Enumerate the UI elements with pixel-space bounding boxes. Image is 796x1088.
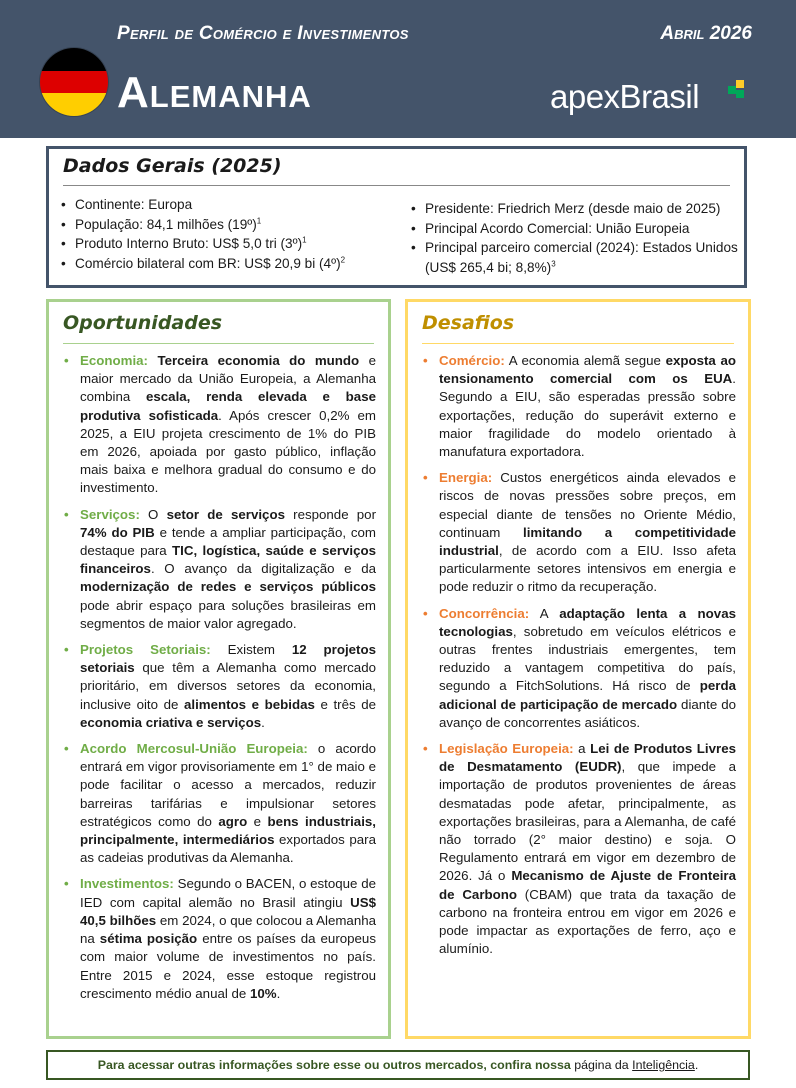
opportunities-item [61,875,376,1002]
opportunities-item-label: Acordo Mercosul-União Europeia: [80,741,308,757]
general-data-item [61,254,411,274]
opportunities-list [61,352,376,1011]
opportunities-item-text: agro [218,813,248,829]
general-data-text: Continente: Europa [75,197,193,212]
general-data-item [411,238,741,277]
opportunities-item-text: pode abrir espaço para soluções brasileiras em segmentos de maior valor agregado. [80,597,376,631]
challenges-item-label: Energia: [439,470,493,486]
general-data-list-left [61,195,411,273]
opportunities-item-text: modernização de redes e serviços públicos [80,579,376,595]
challenges-item-text: Custos energéticos ainda elevados e riscos de novas pressões sobre preços, em especial diante de tensões no Oriente Médio, continuam [439,470,736,540]
challenges-item-label: Concorrência: [439,605,530,621]
opportunities-item-text: bens industriais, principalmente, intermediários [80,813,376,848]
divider [422,343,734,344]
divider [63,343,374,344]
bullet-icon: • [423,741,428,757]
opportunities-panel [46,299,391,1039]
challenges-title: Desafios [422,312,515,334]
opportunities-item-label: Investimentos: [80,876,174,892]
opportunities-item-text: e [247,813,268,829]
opportunities-item-text: . Após crescer 0,2% em 2025, a EIU projeta crescimento de 1% do PIB em 2026, apoiada por gasto público, inflação mais baixa e melhora gradual do consumo e do investimento. [80,407,376,496]
opportunities-item-text: em 2024, o que colocou a Alemanha na [80,912,376,947]
opportunities-item-text: US$ 40,5 bilhões [80,894,376,928]
divider [63,185,730,186]
challenges-item-text: A [529,605,560,621]
challenges-item [420,352,736,461]
general-data-text: Presidente: Friedrich Merz (desde maio de 2025) [425,201,721,216]
inteligencia-link[interactable]: Inteligência [632,1058,695,1072]
general-data-text: Comércio bilateral com BR: US$ 20,9 bi (4º) [75,255,341,271]
opportunities-item-text: entre os países da europeus com maior volume de investimentos no país. Entre 2015 e 2024, esse estoque registrou crescimento médio anual de [80,931,376,1001]
opportunities-item [61,740,376,867]
bullet-icon: • [64,642,69,658]
bullet-icon: • [423,470,428,486]
challenges-item-text: Lei de Produtos Livres de Desmatamento (EUDR) [439,741,736,775]
footnote-marker: 1 [256,215,262,225]
general-data-text: Principal Acordo Comercial: União Europeia [425,220,690,236]
opportunities-item-text: . [261,714,265,730]
challenges-item-text: perda adicional de participação de mercado [439,678,736,712]
general-data-item [411,199,741,219]
footer-end: . [694,1058,699,1072]
opportunities-item-text: escala, renda elevada e base produtiva sofisticada [80,389,376,423]
footer-text: Para acessar outras informações sobre esse ou outros mercados, confira nossa [97,1058,571,1072]
opportunities-item-text: O [139,506,167,522]
germany-flag-icon [40,48,108,116]
challenges-item-text: , de acordo com a EIU. Isso afeta particularmente setores intensivos em energia e pode reduzir o ritmo da recuperação. [439,543,736,595]
apexbrasil-logo: apexBrasil [550,78,700,115]
challenges-item-label: Comércio: [439,353,505,368]
general-data-text: População: 84,1 milhões (19º) [75,216,257,232]
challenges-item-text: diante do avanço de concorrentes asiáticos. [439,696,736,730]
opportunities-item-text: exportados para as cadeias produtivas da Alemanha. [80,832,376,866]
footer-banner [46,1050,750,1080]
challenges-item-text: (CBAM) que trata da taxação de carbono na fronteira entrou em vigor em 2026 e pode impactar as exportações de ferro, aço e alumínio. [439,886,736,957]
country-title: Alemanha [117,68,312,117]
footnote-marker: 2 [340,254,346,264]
footer-text-plain: página da [570,1058,633,1072]
challenges-item-text: Mecanismo de Ajuste de Fronteira de Carbono [439,868,736,902]
header-banner [0,0,796,138]
challenges-list [420,352,736,967]
opportunities-item-text: e maior mercado da União Europeia, a Alemanha combina [80,353,376,405]
opportunities-item-text: TIC, logística, saúde e serviços financeiros [80,543,376,577]
challenges-panel [405,299,751,1039]
challenges-item-text: limitando a competitividade industrial [439,524,737,559]
general-data-item [61,234,411,254]
opportunities-item-text: setor de serviços [166,506,285,522]
opportunities-item [61,352,376,498]
challenges-item [420,469,736,596]
opportunities-item-text: responde por [284,506,377,522]
opportunities-item-text: Existem [210,642,292,658]
opportunities-item-text: sétima posição [99,931,198,947]
bullet-icon: • [64,741,69,757]
general-data-item [61,215,411,235]
general-data-title: Dados Gerais (2025) [63,155,282,177]
bullet-icon: • [64,506,69,522]
general-data-item [61,195,411,215]
challenges-item-text: , que impede a importação de produtos provenientes de áreas desmatadas pode afetar, principalmente, as exportações brasileiras, para a Alemanha, de café não torrado (2° maior destino) e soja. O Regulamento entrará em vigor em dezembro de 2026. Já o [439,759,737,884]
general-data-text: Produto Interno Bruto: US$ 5,0 tri (3º) [75,236,303,251]
opportunities-item-label: Economia: [80,353,148,368]
challenges-item [420,605,736,732]
challenges-item-label: Legislação Europeia: [439,741,574,757]
challenges-item-text: a [573,741,591,757]
challenges-item-text: adaptação lenta a novas tecnologias [439,605,736,639]
bullet-icon: • [423,605,428,621]
challenges-item-text: , sobretudo em veículos elétricos e outras frentes industriais emergentes, tem reduzido a vantagem competitiva do país, segundo a FitchSolutions. Há risco de [439,623,736,694]
general-data-item [411,219,741,239]
challenges-item-text: . Segundo a EIU, são esperadas pressão sobre exportações, redução do superávit externo e maior fragilidade do modelo orientado à manufatura exportadora. [439,371,736,460]
general-data-list-right [411,199,741,277]
opportunities-item-text: 74% do PIB [80,524,155,540]
opportunities-item-label: Projetos Setoriais: [80,642,211,658]
opportunities-item-text: Segundo o BACEN, o estoque de IED com capital alemão no Brasil atingiu [80,876,376,910]
document-subtitle: Perfil de Comércio e Investimentos [117,23,409,44]
opportunities-item-text: que têm a Alemanha como mercado prioritário, em diversos setores da economia, inclusive oito de [80,660,376,712]
opportunities-item-text: 10% [250,985,277,1001]
challenges-item-text: A economia alemã segue [504,353,666,368]
general-data-box [46,146,747,288]
opportunities-item [61,506,376,633]
bullet-icon: • [64,353,69,368]
opportunities-item-label: Serviços: [80,506,140,522]
apexbrasil-logo-icon [726,78,750,102]
opportunities-item-text: o acordo entrará em vigor provisoriamente em 1° de maio e pode facilitar o acesso a mercados, reduzir barreiras tarifárias e impulsionar setores estratégicos como do [80,741,376,829]
bullet-icon: • [423,353,428,368]
document-date: Abril 2026 [660,23,752,44]
challenges-item [420,740,736,958]
opportunities-item-text: e três de [314,696,376,712]
challenges-item-text: exposta ao tensionamento comercial com os EUA [439,353,736,387]
opportunities-item [61,641,376,732]
footnote-marker: 1 [302,235,307,245]
opportunities-item-text: 12 projetos setoriais [80,642,376,676]
bullet-icon: • [64,876,69,892]
opportunities-item-text: . O avanço da digitalização e da [150,561,376,577]
footnote-marker: 3 [551,258,556,268]
opportunities-item-text: e tende a ampliar participação, com destaque para [80,524,377,559]
opportunities-item-text: Terceira economia do mundo [157,353,360,368]
general-data-text: Principal parceiro comercial (2024): Estados Unidos (US$ 265,4 bi; 8,8%) [425,240,738,275]
opportunities-item-text: alimentos e bebidas [183,696,315,712]
opportunities-title: Oportunidades [63,312,223,334]
opportunities-item-text: . [276,985,281,1001]
opportunities-item-text: economia criativa e serviços [80,714,262,730]
